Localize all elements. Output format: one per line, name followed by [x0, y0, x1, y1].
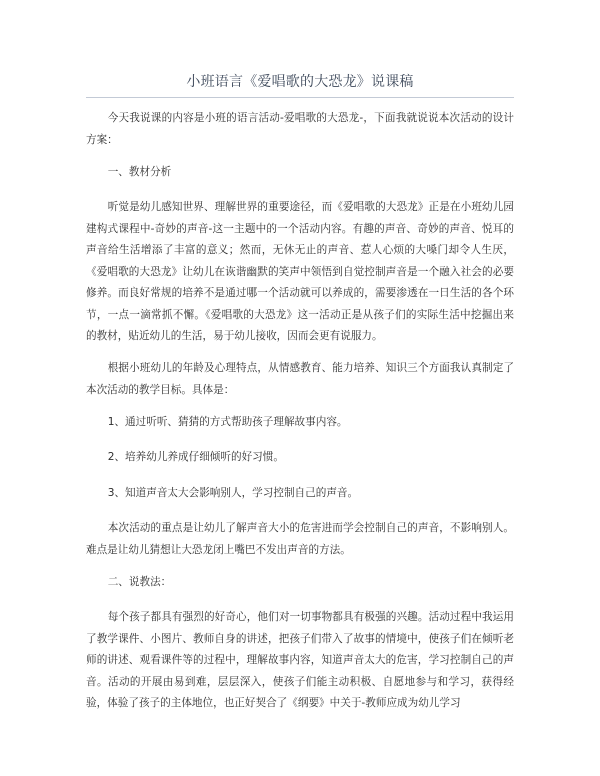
title-divider	[86, 97, 514, 98]
intro-paragraph: 今天我说课的内容是小班的语言活动-爱唱歌的大恐龙-，下面我就说说本次活动的设计方案：	[86, 112, 514, 146]
teaching-goal-item: 2、培养幼儿养成仔细倾听的好习惯。	[107, 451, 284, 463]
material-analysis-paragraph: 听觉是幼儿感知世界、理解世界的重要途径，而《爱唱歌的大恐龙》正是在小班幼儿园建构式课程中-奇妙的声音-这一主题中的一个活动内容。有趣的声音、奇妙的声音、悦耳的声音给生活增添了丰富的意义；然而，无休无止的声音、惹人心烦的大嗓门却令人生厌，《爱唱歌的大恐龙》让幼儿在诙谐幽默的笑声中领悟到自觉控制声音是一个融入社会的必要修养。而良好常规的培养不是通过哪一个活动就可以养成的，需要渗透在一日生活的各个环节，一点一滴常抓不懈。《爱唱歌的大恐龙》这一活动正是从孩子们的实际生活中挖掘出来的教材，贴近幼儿的生活，易于幼儿接收，因而会更有说服力。	[86, 201, 514, 342]
document-title: 小班语言《爱唱歌的大恐龙》说课稿	[186, 74, 414, 90]
key-points-paragraph: 本次活动的重点是让幼儿了解声音大小的危害进而学会控制自己的声音，不影响别人。难点是让幼儿猜想让大恐龙闭上嘴巴不发出声音的方法。	[86, 522, 514, 556]
section-heading-material-analysis: 一、教材分析	[107, 165, 172, 178]
teaching-method-paragraph: 每个孩子都具有强烈的好奇心，他们对一切事物都具有极强的兴趣。活动过程中我运用了教学课件、小图片、教师自身的讲述，把孩子们带入了故事的情境中，使孩子们在倾听老师的讲述、观看课件等的过程中，理解故事内容，知道声音太大的危害，学习控制自己的声音。活动的开展由易到难，层层深入，使孩子们能主动积极、自愿地参与和学习，获得经验，体验了孩子的主体地位，也正好契合了《纲要》中关于-教师应成为幼儿学习	[86, 611, 514, 709]
document-body	[86, 108, 514, 725]
teaching-goals-intro-paragraph: 根据小班幼儿的年龄及心理特点，从情感教育、能力培养、知识三个方面我认真制定了本次活动的教学目标。具体是：	[86, 362, 514, 396]
section-heading-teaching-method: 二、说教法：	[107, 575, 172, 588]
teaching-goal-item: 3、知道声音太大会影响别人，学习控制自己的声音。	[107, 486, 359, 499]
teaching-goal-item: 1、通过听听、猜猜的方式帮助孩子理解故事内容。	[107, 415, 348, 428]
